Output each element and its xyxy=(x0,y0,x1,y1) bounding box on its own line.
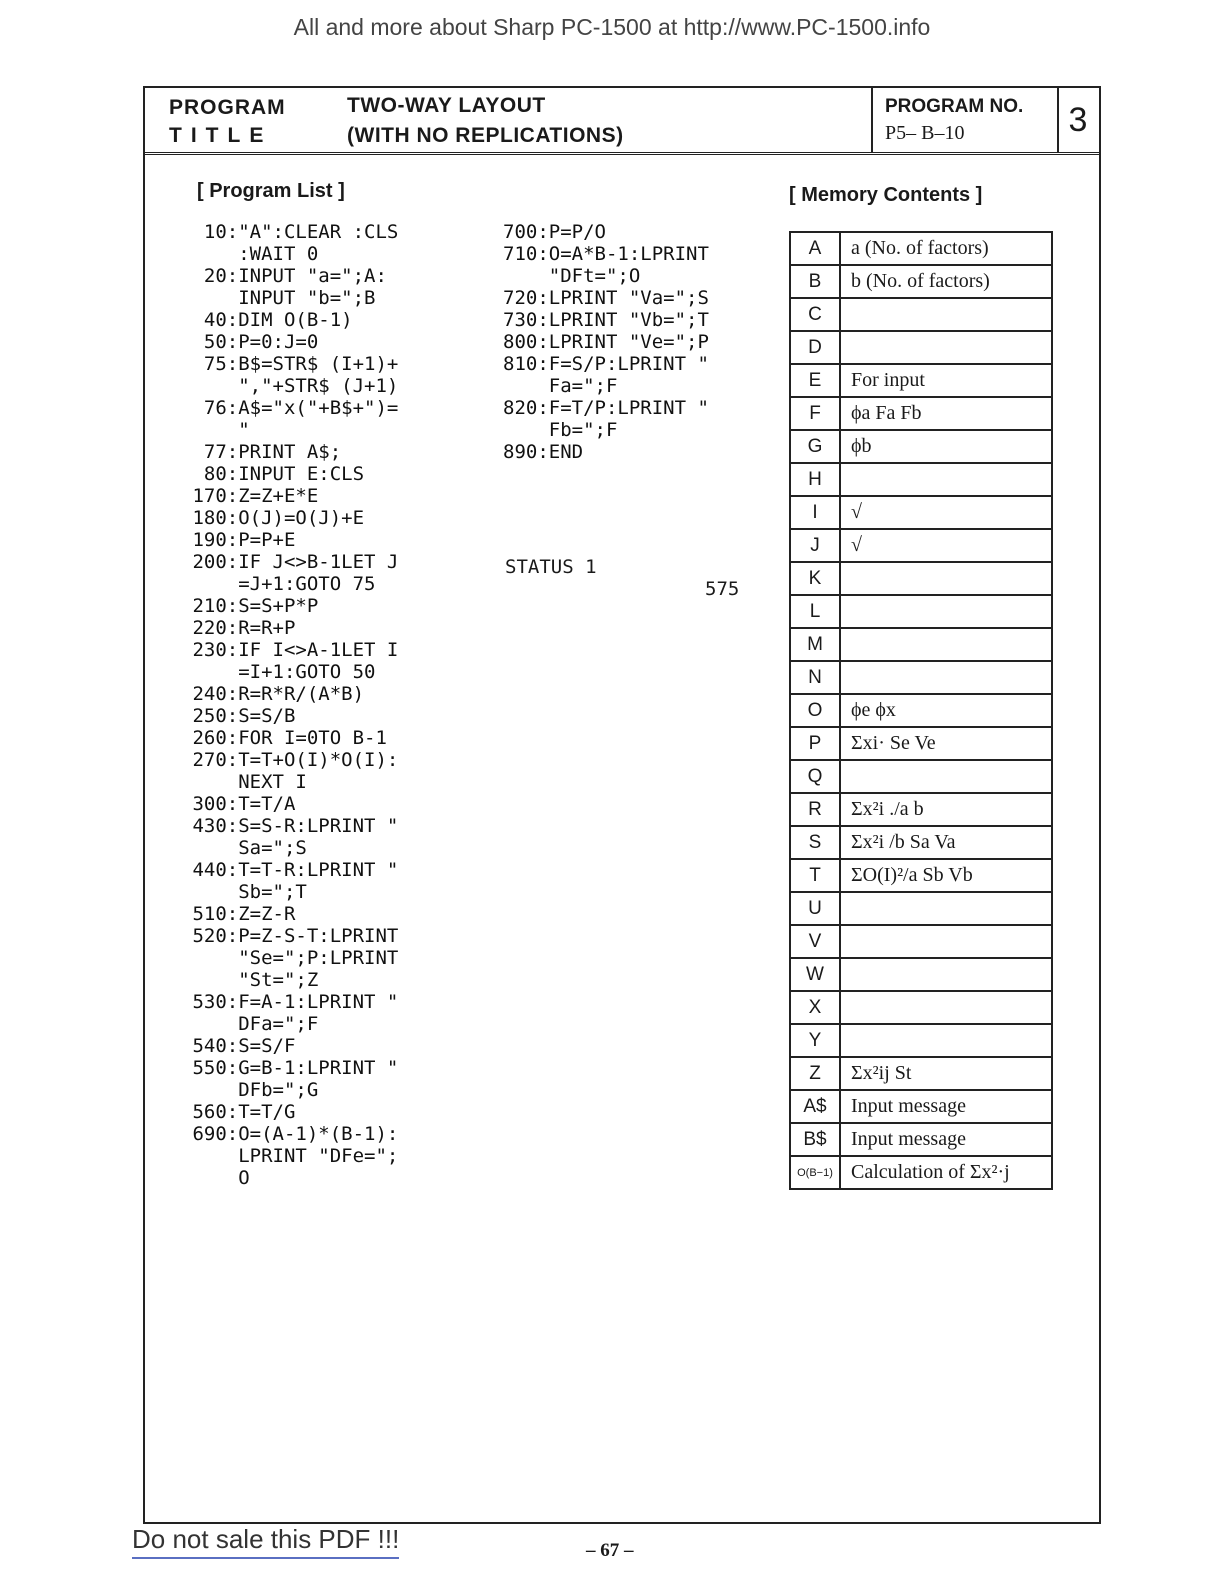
memory-row xyxy=(790,529,1052,562)
memory-row xyxy=(790,958,1052,991)
memory-variable: X xyxy=(790,991,840,1024)
memory-description xyxy=(840,628,1052,661)
memory-variable: I xyxy=(790,496,840,529)
memory-row xyxy=(790,232,1052,265)
memory-variable: L xyxy=(790,595,840,628)
memory-row xyxy=(790,265,1052,298)
memory-variable: O(B−1) xyxy=(790,1156,840,1189)
memory-contents-heading: [ Memory Contents ] xyxy=(789,184,983,206)
memory-description xyxy=(840,331,1052,364)
memory-row xyxy=(790,397,1052,430)
page-number: – 67 – xyxy=(586,1540,634,1561)
memory-variable: Z xyxy=(790,1057,840,1090)
memory-row xyxy=(790,892,1052,925)
memory-description xyxy=(840,1024,1052,1057)
memory-row xyxy=(790,364,1052,397)
program-sheet xyxy=(143,86,1101,1524)
memory-variable: C xyxy=(790,298,840,331)
memory-variable: H xyxy=(790,463,840,496)
memory-description xyxy=(840,463,1052,496)
memory-row xyxy=(790,694,1052,727)
program-code-column-1: 10:"A":CLEAR :CLS :WAIT 0 20:INPUT "a=";A: INPUT "b=";B 40:DIM O(B-1) 50:P=0:J=0 75:B$=STR$ (I+1)+ ","+STR$ (J+1) 76:A$="x("+B$+")= " 77:PRINT A$; 80:INPUT E:CLS 170:Z=Z+E*E 180:O(J)=O(J)+E 190:P=P+E 200:IF J<>B-1LET J =J+1:GOTO 75 210:S=S+P*P 220:R=R+P 230:IF I<>A-1LET I =I+1:GOTO 50 240:R=R*R/(A*B) 250:S=S/B 260:FOR I=0TO B-1 270:T=T+O(I)*O(I): NEXT I 300:T=T/A 430:S=S-R:LPRINT " Sa=";S 440:T=T-R:LPRINT " Sb=";T 510:Z=Z-R 520:P=Z-S-T:LPRINT "Se=";P:LPRINT "St=";Z 530:F=A-1:LPRINT " DFa=";F 540:S=S/F 550:G=B-1:LPRINT " DFb=";G 560:T=T/G 690:O=(A-1)*(B-1): LPRINT "DFe="; O xyxy=(192,221,399,1189)
memory-variable: O xyxy=(790,694,840,727)
memory-description: For input xyxy=(840,364,1052,397)
memory-row xyxy=(790,1057,1052,1090)
memory-description: ϕb xyxy=(840,430,1052,463)
memory-description xyxy=(840,298,1052,331)
memory-variable: K xyxy=(790,562,840,595)
memory-description: Input message xyxy=(840,1090,1052,1123)
memory-variable: E xyxy=(790,364,840,397)
sheet-header xyxy=(145,88,1099,155)
memory-variable: G xyxy=(790,430,840,463)
memory-row xyxy=(790,991,1052,1024)
memory-variable: R xyxy=(790,793,840,826)
memory-description: Σx²i ./a b xyxy=(840,793,1052,826)
memory-row xyxy=(790,760,1052,793)
memory-contents-table xyxy=(789,231,1053,1190)
memory-row xyxy=(790,298,1052,331)
program-number-box xyxy=(871,88,1059,152)
memory-description xyxy=(840,562,1052,595)
program-code-column-2: 700:P=P/O 710:O=A*B-1:LPRINT "DFt=";O 720:LPRINT "Va=";S 730:LPRINT "Vb=";T 800:LPRINT "Ve=";P 810:F=S/P:LPRINT " Fa=";F 820:F=T/P:LPRINT " Fb=";F 890:END xyxy=(503,221,709,463)
memory-variable: M xyxy=(790,628,840,661)
memory-description: Input message xyxy=(840,1123,1052,1156)
memory-variable: V xyxy=(790,925,840,958)
memory-description: Σx²ij St xyxy=(840,1057,1052,1090)
memory-variable: U xyxy=(790,892,840,925)
memory-description: Σxi· Se Ve xyxy=(840,727,1052,760)
memory-row xyxy=(790,430,1052,463)
memory-variable: B$ xyxy=(790,1123,840,1156)
memory-description xyxy=(840,991,1052,1024)
memory-description: ϕe ϕx xyxy=(840,694,1052,727)
memory-description xyxy=(840,595,1052,628)
memory-description xyxy=(840,760,1052,793)
memory-variable: B xyxy=(790,265,840,298)
memory-variable: A$ xyxy=(790,1090,840,1123)
status-label: STATUS 1 xyxy=(505,556,597,578)
memory-description: b (No. of factors) xyxy=(840,265,1052,298)
memory-row xyxy=(790,1024,1052,1057)
memory-row xyxy=(790,925,1052,958)
memory-row xyxy=(790,727,1052,760)
memory-variable: Q xyxy=(790,760,840,793)
memory-description: ΣO(I)²/a Sb Vb xyxy=(840,859,1052,892)
program-label: PROGRAM xyxy=(169,96,286,119)
memory-variable: W xyxy=(790,958,840,991)
memory-description: ϕa Fa Fb xyxy=(840,397,1052,430)
memory-row xyxy=(790,1123,1052,1156)
title-line-2: (WITH NO REPLICATIONS) xyxy=(347,124,624,147)
sheet-number: 3 xyxy=(1068,101,1088,139)
status-value: 575 xyxy=(705,578,740,600)
memory-row xyxy=(790,1156,1052,1189)
memory-row xyxy=(790,628,1052,661)
program-list-heading: [ Program List ] xyxy=(197,180,345,202)
memory-description: Σx²i /b Sa Va xyxy=(840,826,1052,859)
memory-variable: F xyxy=(790,397,840,430)
memory-row xyxy=(790,661,1052,694)
memory-variable: N xyxy=(790,661,840,694)
memory-variable: P xyxy=(790,727,840,760)
program-title-label xyxy=(169,94,286,150)
program-number-value: P5– B–10 xyxy=(885,122,965,144)
memory-description xyxy=(840,925,1052,958)
memory-row xyxy=(790,1090,1052,1123)
program-number-label: PROGRAM NO. xyxy=(885,96,1024,117)
memory-row xyxy=(790,793,1052,826)
memory-description: √ xyxy=(840,529,1052,562)
title-label: TITLE xyxy=(169,124,273,147)
memory-row xyxy=(790,562,1052,595)
title-line-1: TWO-WAY LAYOUT xyxy=(347,94,546,117)
memory-variable: A xyxy=(790,232,840,265)
program-title xyxy=(347,91,624,151)
footer-note: Do not sale this PDF !!! xyxy=(132,1524,399,1559)
memory-description xyxy=(840,892,1052,925)
memory-description: Calculation of Σx²·j xyxy=(840,1156,1052,1189)
memory-variable: T xyxy=(790,859,840,892)
memory-variable: J xyxy=(790,529,840,562)
memory-row xyxy=(790,463,1052,496)
source-banner: All and more about Sharp PC-1500 at http://www.PC-1500.info xyxy=(293,14,931,40)
memory-description: √ xyxy=(840,496,1052,529)
memory-description xyxy=(840,661,1052,694)
memory-variable: D xyxy=(790,331,840,364)
memory-row xyxy=(790,859,1052,892)
memory-description xyxy=(840,958,1052,991)
memory-variable: Y xyxy=(790,1024,840,1057)
memory-row xyxy=(790,595,1052,628)
memory-row xyxy=(790,496,1052,529)
memory-variable: S xyxy=(790,826,840,859)
memory-row xyxy=(790,331,1052,364)
memory-description: a (No. of factors) xyxy=(840,232,1052,265)
memory-row xyxy=(790,826,1052,859)
